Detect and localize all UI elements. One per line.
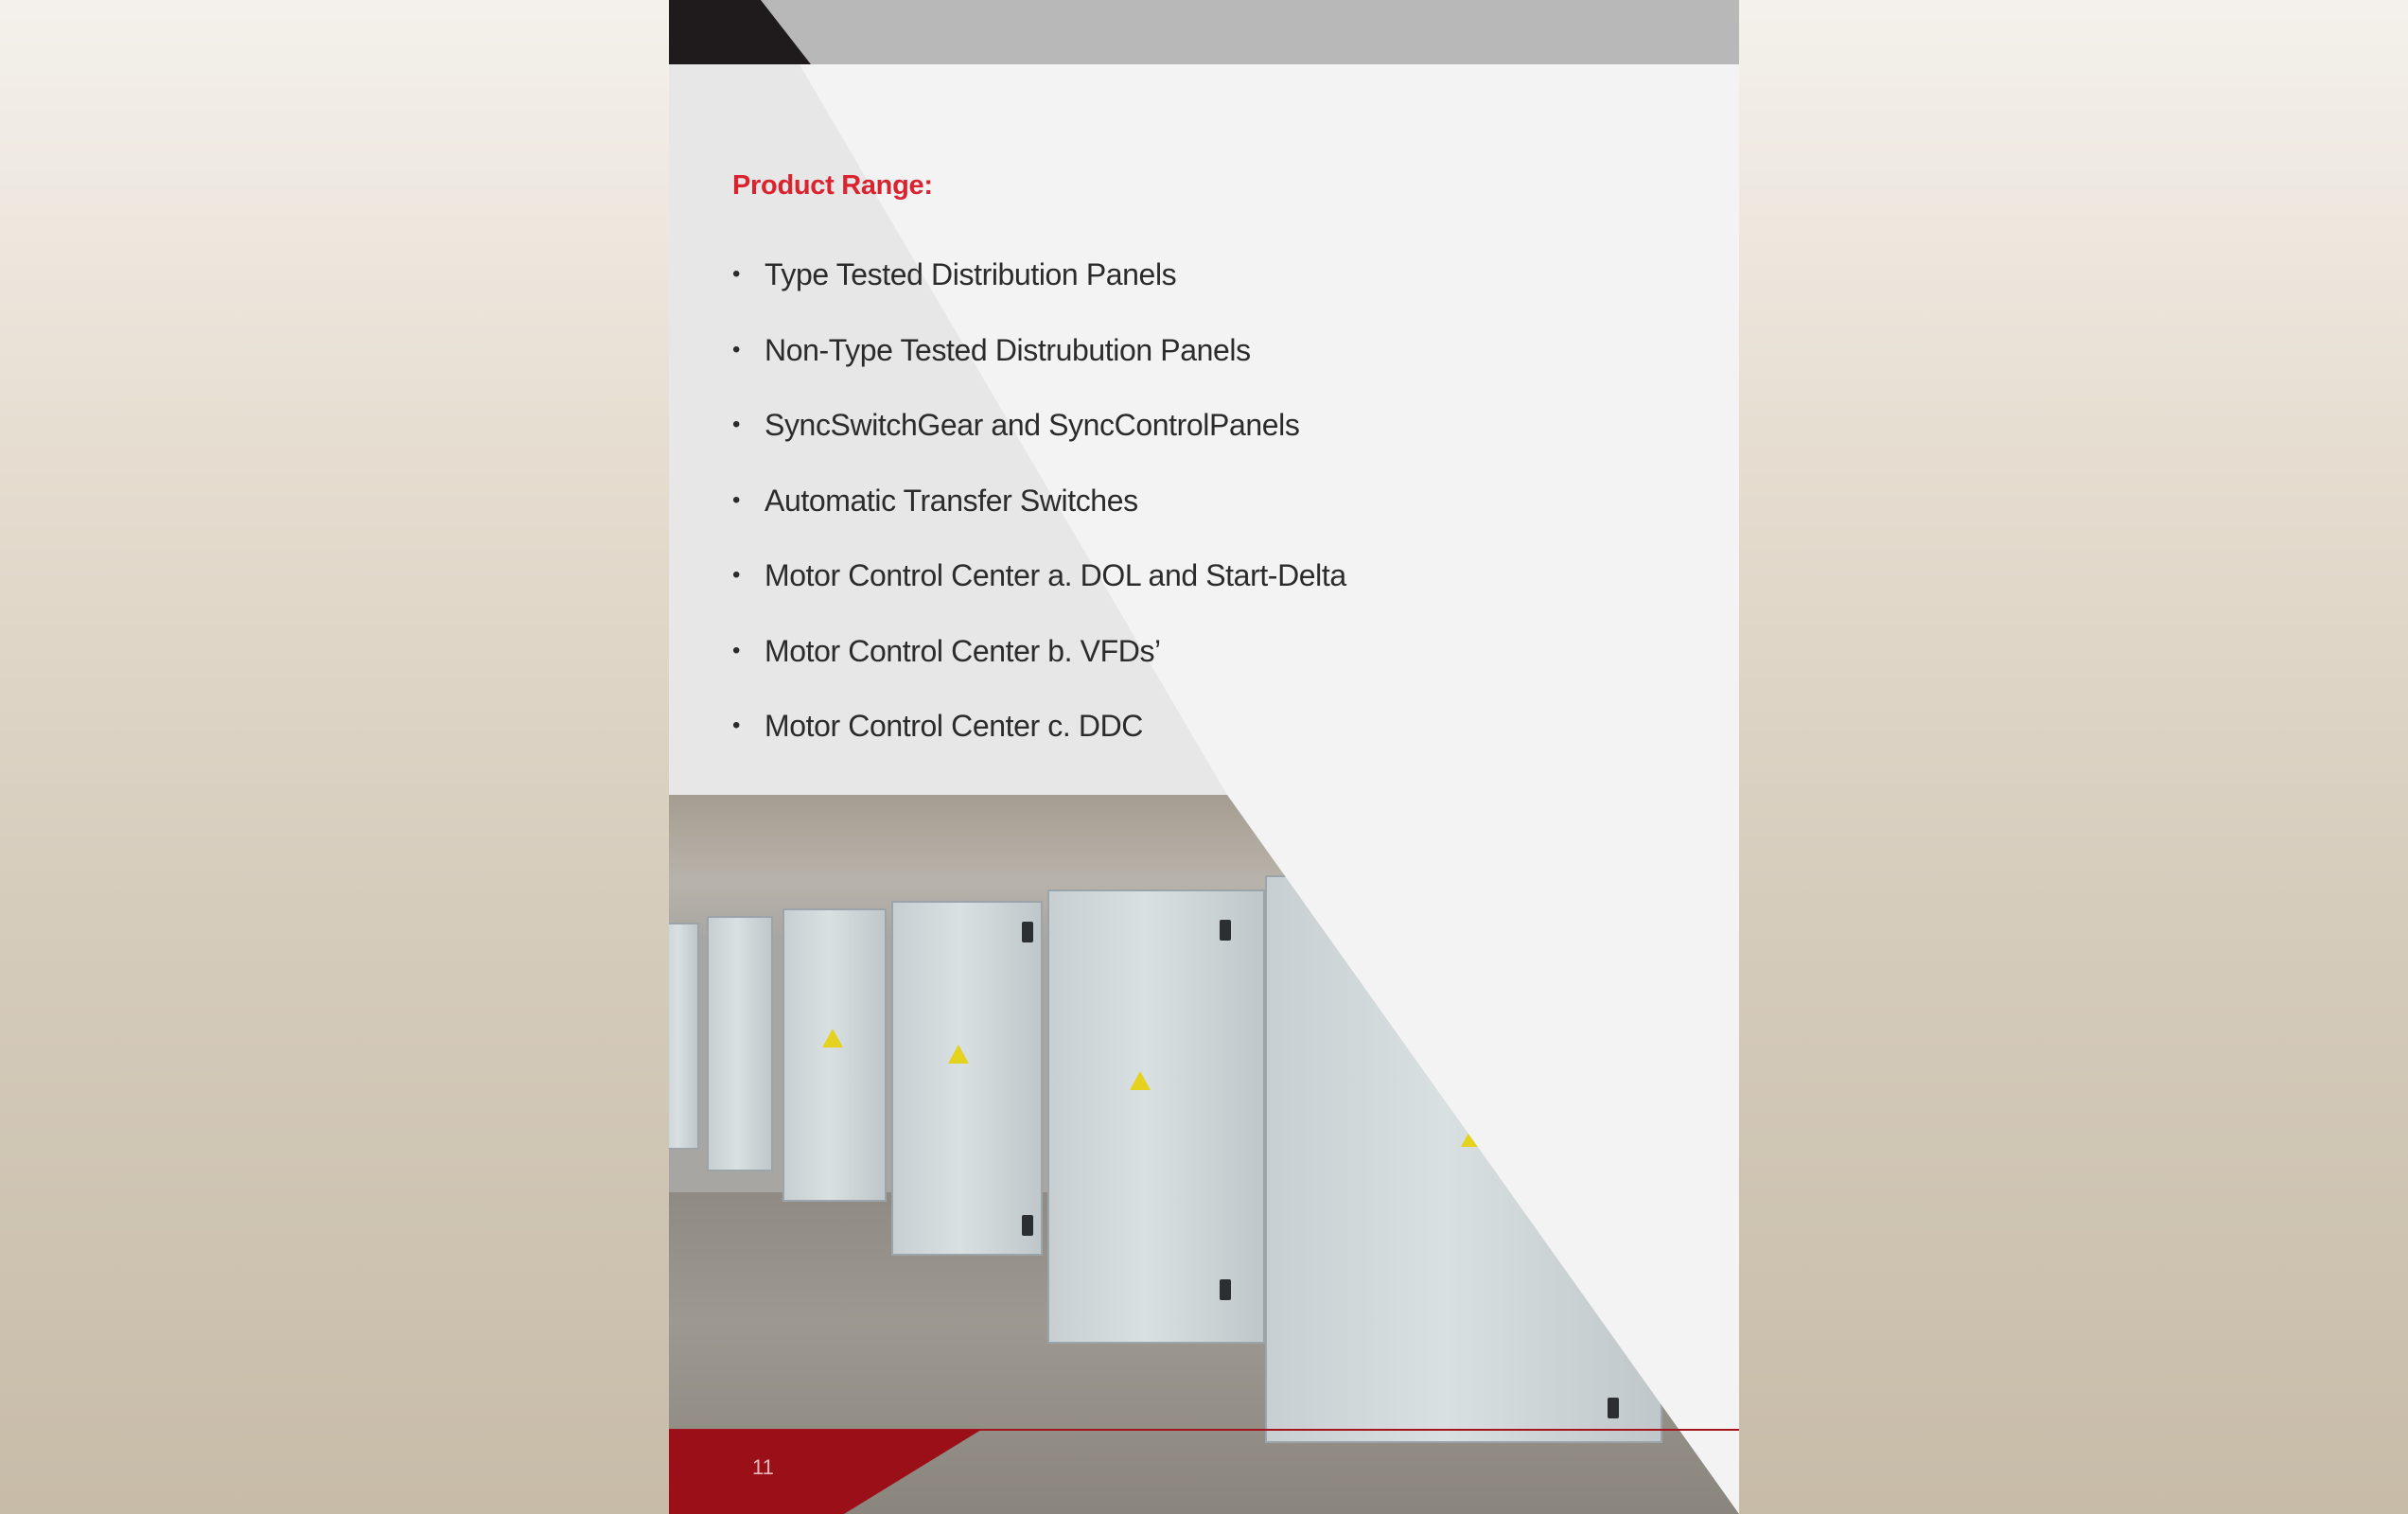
product-range-list — [732, 250, 1346, 777]
page-number: 11 — [752, 1455, 774, 1479]
section-heading: Product Range: — [732, 170, 933, 201]
list-item: • SyncSwitchGear and SyncControlPanels — [732, 400, 1346, 476]
document-page — [669, 0, 1739, 1514]
list-item: • Motor Control Center c. DDC — [732, 701, 1346, 777]
list-item: • Motor Control Center b. VFDs’ — [732, 626, 1346, 702]
header-bar — [669, 0, 1739, 64]
list-item: • Automatic Transfer Switches — [732, 476, 1346, 552]
list-item: • Non-Type Tested Distrubution Panels — [732, 326, 1346, 401]
list-item: • Motor Control Center a. DOL and Start-Delta — [732, 551, 1346, 626]
list-item: • Type Tested Distribution Panels — [732, 250, 1346, 326]
